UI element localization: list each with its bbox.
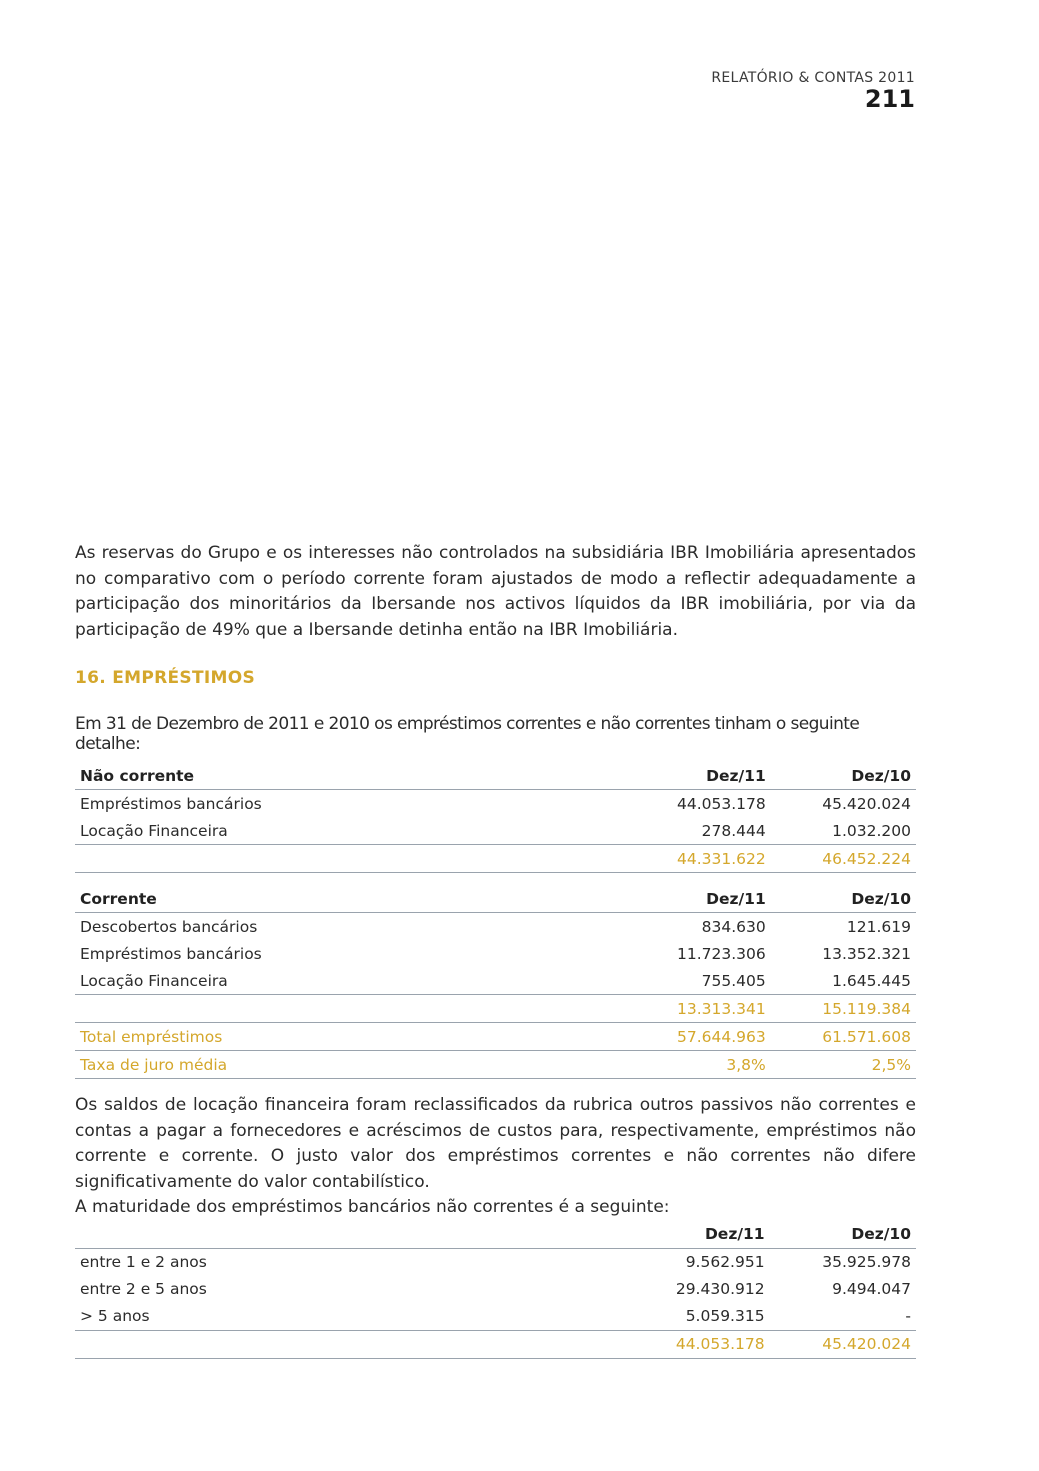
table-row: [75, 1276, 916, 1303]
table-row: [75, 790, 916, 818]
maturity-paragraph: A maturidade dos empréstimos bancários não correntes é a seguinte:: [75, 1197, 670, 1217]
subtotal-dez10: 45.420.024: [770, 1330, 916, 1358]
subtotal-label: [75, 845, 626, 873]
subtotal-label: [75, 1330, 623, 1358]
table-row: [75, 1303, 916, 1331]
row-label: entre 2 e 5 anos: [80, 1280, 207, 1298]
row-label: Descobertos bancários: [80, 917, 258, 936]
row-value-dez11: 11.723.306: [677, 944, 766, 963]
row-label: Locação Financeira: [80, 821, 228, 840]
row-value-dez11: 755.405: [701, 971, 766, 990]
section-title: 16. EMPRÉSTIMOS: [75, 668, 256, 688]
current-header-col2: Dez/10: [771, 885, 916, 913]
row-label: Locação Financeira: [80, 971, 228, 990]
noncurrent-header-label: Não corrente: [75, 762, 626, 790]
spacer-row: [75, 873, 916, 886]
intro-paragraph: As reservas do Grupo e os interesses não controlados na subsidiária IBR Imobiliária apresentados no comparativo com o período corrente foram ajustados de modo a reflectir adequadamente a participação dos minoritários da Ibersande nos activos líquidos da IBR imobiliária, por via da participação de 49% que a Ibersande detinha então na IBR Imobiliária.: [75, 543, 916, 640]
row-value-dez10: 13.352.321: [822, 944, 911, 963]
row-value-dez10: 121.619: [846, 917, 911, 936]
maturity-header-col1: Dez/11: [623, 1221, 769, 1249]
table-row: [75, 1248, 916, 1276]
row-value-dez10: 1.645.445: [832, 971, 911, 990]
total-row: [75, 1023, 916, 1051]
subtotal-row: [75, 845, 916, 873]
table-row: [75, 940, 916, 967]
row-label: Empréstimos bancários: [80, 944, 262, 963]
table-row: [75, 913, 916, 941]
subtotal-dez11: 13.313.341: [626, 995, 771, 1023]
subtotal-dez11: 44.053.178: [623, 1330, 769, 1358]
current-header-col1: Dez/11: [626, 885, 771, 913]
noncurrent-header-col2: Dez/10: [771, 762, 916, 790]
noncurrent-header-col1: Dez/11: [626, 762, 771, 790]
rate-dez11: 3,8%: [626, 1051, 771, 1079]
row-label: entre 1 e 2 anos: [80, 1253, 207, 1271]
reclassification-paragraph: Os saldos de locação financeira foram reclassificados da rubrica outros passivos não correntes e contas a pagar a fornecedores e acréscimos de custos para, respectivamente, empréstimos não corrente e corrente. O justo valor dos empréstimos correntes e não correntes não difere significativamente do valor contabilístico.: [75, 1095, 916, 1192]
table-row: [75, 967, 916, 995]
table-row: [75, 817, 916, 845]
maturity-header-label: [75, 1221, 623, 1249]
row-value-dez11: 9.562.951: [685, 1253, 765, 1271]
total-label: Total empréstimos: [75, 1023, 626, 1051]
subtotal-dez10: 15.119.384: [771, 995, 916, 1023]
row-label: > 5 anos: [80, 1307, 150, 1325]
section-lead: Em 31 de Dezembro de 2011 e 2010 os empréstimos correntes e não correntes tinham o seguinte detalhe:: [75, 714, 860, 754]
table-header-row: [75, 762, 916, 790]
row-value-dez11: 5.059.315: [685, 1307, 765, 1325]
row-value-dez10: 1.032.200: [832, 821, 911, 840]
page-header: [711, 70, 915, 112]
current-header-label: Corrente: [75, 885, 626, 913]
row-value-dez10: 45.420.024: [822, 794, 911, 813]
row-value-dez10: 9.494.047: [832, 1280, 911, 1298]
maturity-table: [75, 1221, 916, 1359]
loans-table: [75, 762, 916, 1079]
maturity-header-col2: Dez/10: [770, 1221, 916, 1249]
subtotal-row: [75, 995, 916, 1023]
main-content: [75, 541, 916, 1359]
row-value-dez10: -: [905, 1307, 911, 1325]
subtotal-dez11: 44.331.622: [626, 845, 771, 873]
row-label: Empréstimos bancários: [80, 794, 262, 813]
row-value-dez11: 44.053.178: [677, 794, 766, 813]
row-value-dez11: 834.630: [701, 917, 766, 936]
rate-row: [75, 1051, 916, 1079]
subtotal-row: [75, 1330, 916, 1358]
rate-dez10: 2,5%: [771, 1051, 916, 1079]
report-title: RELATÓRIO & CONTAS 2011: [711, 70, 915, 86]
rate-label: Taxa de juro média: [75, 1051, 626, 1079]
total-dez10: 61.571.608: [771, 1023, 916, 1051]
row-value-dez11: 29.430.912: [675, 1280, 765, 1298]
row-value-dez11: 278.444: [701, 821, 766, 840]
subtotal-label: [75, 995, 626, 1023]
table-header-row: [75, 885, 916, 913]
page-number: 211: [864, 85, 915, 113]
total-dez11: 57.644.963: [626, 1023, 771, 1051]
subtotal-dez10: 46.452.224: [771, 845, 916, 873]
row-value-dez10: 35.925.978: [822, 1253, 911, 1271]
table-header-row: [75, 1221, 916, 1249]
